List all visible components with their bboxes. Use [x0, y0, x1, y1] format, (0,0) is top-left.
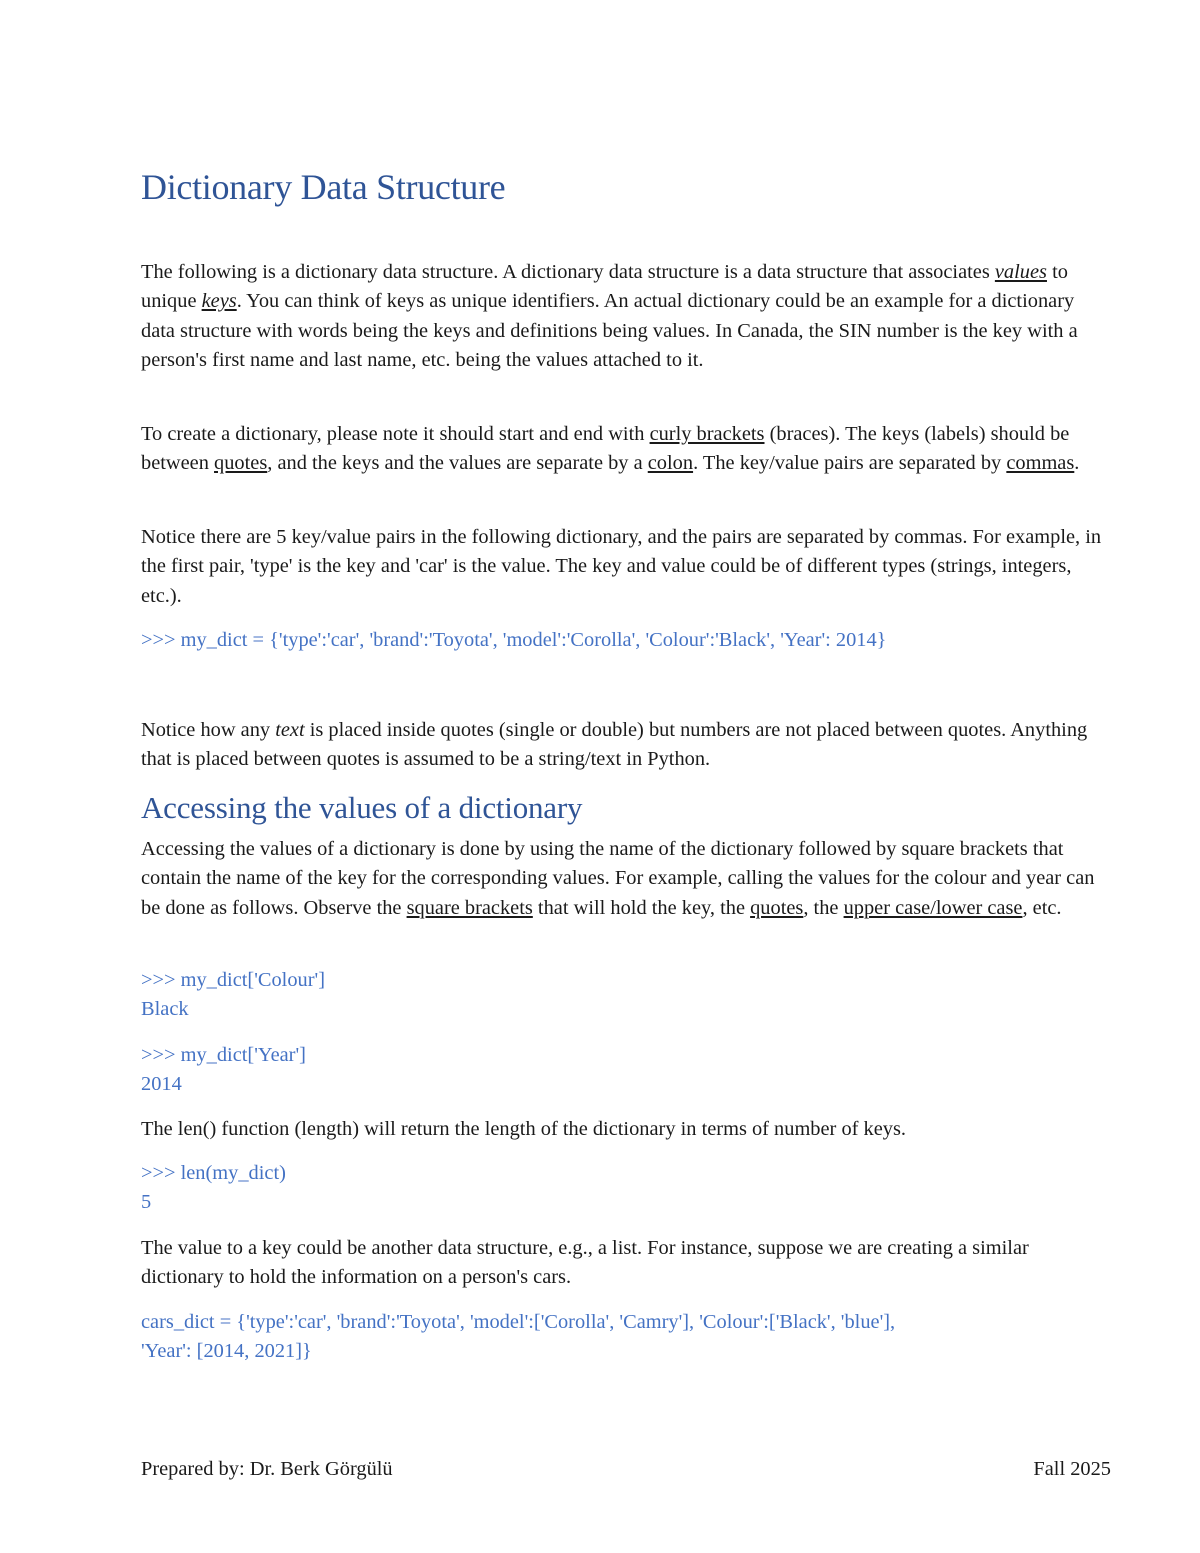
code-line: 'Year': [2014, 2021]} — [141, 1340, 312, 1363]
term-commas: commas — [1006, 452, 1075, 475]
code-output: 2014 — [141, 1073, 182, 1096]
term-keys: keys — [201, 290, 237, 313]
term-quotes-2: quotes — [750, 896, 804, 919]
term-case: upper case/lower case — [843, 896, 1023, 919]
term-square-brackets: square brackets — [406, 896, 533, 919]
code-input: >>> my_dict['Colour'] — [141, 969, 325, 991]
code-line: cars_dict = {'type':'car', 'brand':'Toyota', 'model':['Corolla', 'Camry'], 'Colour':['Black', 'blue'], — [141, 1311, 896, 1333]
code-output: 5 — [141, 1191, 152, 1214]
term-colon: colon — [647, 452, 694, 475]
nested-paragraph: The value to a key could be another data structure, e.g., a list. For instance, suppose we are creating a similar dictionary to hold the information on a person's cars. — [141, 1237, 1029, 1289]
code-input: >>> my_dict['Year'] — [141, 1044, 306, 1066]
code-example-year — [141, 1041, 1111, 1100]
term-text: text — [275, 719, 305, 741]
code-example-len — [141, 1159, 1111, 1218]
create-dictionary-paragraph: To create a dictionary, please note it should start and end with curly brackets (braces). The keys (labels) should be between quotes, and the keys and the values are separate by a colon. The key/value pairs are separated by commas. — [141, 423, 1080, 475]
page-title: Dictionary Data Structure — [141, 167, 506, 207]
code-example-cars-dict — [141, 1308, 1111, 1367]
code-example-colour — [141, 966, 1111, 1025]
code-example-dict: >>> my_dict = {'type':'car', 'brand':'Toyota', 'model':'Corolla', 'Colour':'Black', 'Year': 2014} — [141, 629, 887, 651]
len-paragraph: The len() function (length) will return the length of the dictionary in terms of number of keys. — [141, 1118, 906, 1140]
code-output: Black — [141, 998, 189, 1021]
intro-paragraph: The following is a dictionary data structure. A dictionary data structure is a data structure that associates values to unique keys. You can think of keys as unique identifiers. An actual dictionary could be an example for a dictionary data structure with words being the keys and definitions being values. In Canada, the SIN number is the key with a person's first name and last name, etc. being the values attached to it. — [141, 261, 1078, 371]
term-curly-brackets: curly brackets — [649, 423, 765, 445]
term-quotes: quotes — [214, 452, 268, 475]
page-footer — [141, 1458, 1111, 1481]
key-value-paragraph: Notice there are 5 key/value pairs in the following dictionary, and the pairs are separated by commas. For example, in the first pair, 'type' is the key and 'car' is the value. The key and value could be of different types (strings, integers, etc.). — [141, 526, 1102, 607]
code-input: >>> len(my_dict) — [141, 1162, 286, 1184]
footer-term: Fall 2025 — [1033, 1458, 1111, 1480]
accessing-paragraph: Accessing the values of a dictionary is done by using the name of the dictionary followed by square brackets that contain the name of the key for the corresponding values. For example, calling the values for the colour and year can be done as follows. Observe the square brackets that will hold the key, the quotes, the upper case/lower case, etc. — [141, 838, 1095, 919]
section-heading-accessing: Accessing the values of a dictionary — [141, 790, 583, 825]
term-values: values — [994, 261, 1047, 283]
quotes-paragraph: Notice how any text is placed inside quotes (single or double) but numbers are not placed between quotes. Anything that is placed between quotes is assumed to be a string/text in Python. — [141, 719, 1088, 771]
footer-author: Prepared by: Dr. Berk Görgülü — [141, 1458, 393, 1480]
